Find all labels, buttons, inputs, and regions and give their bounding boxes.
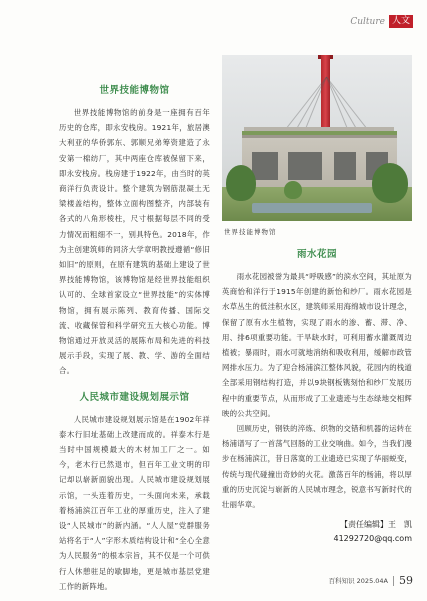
museum-photo xyxy=(222,55,412,221)
page-number: 59 xyxy=(399,574,413,587)
skills-museum-text: 世界技能博物馆的前身是一座拥有百年历史的仓库，即永安栈房。1921年，旅居澳大利亚的华侨郭东、郭顺兄弟筹资建造了永安第一棉纺厂，其中两座仓库被保留下来，即永安栈房。栈房建于1922年，由当时的英商洋行负责设计。整个建筑为钢筋混凝土无梁楼盖结构，整体立面构图整齐，内部装有各式的八角形棱柱，尺寸根据每层不同的受力情况而粗细不一，别具特色。2018年，作为主创建筑师的同济大学章明教授遵循“修旧如旧”的原则，在原有建筑的基础上建设了世界技能博物馆，该博物馆是经世界技能组织认可的、全球首家设立“世界技能”的实体博物馆，拥有展示陈列、教育传播、国际交流、收藏保管和科学研究五大核心功能。博物馆通过开放灵活的展陈布局和先进的科技展示手段，实现了展、教、学、游的全面结合。 xyxy=(59,108,210,376)
editor-email: 41292720@qq.com xyxy=(333,534,412,544)
section-title-planning-hall: 人民城市建设规划展示馆 xyxy=(79,391,190,403)
section-header xyxy=(350,15,413,28)
section-label-en: Culture xyxy=(350,16,385,27)
photo-caption: 世界技能博物馆 xyxy=(224,228,277,236)
magazine-issue: 百科知识 2025.04A xyxy=(328,577,388,585)
editor-credit xyxy=(222,518,412,546)
left-column xyxy=(59,82,210,594)
section-tag: 人文 xyxy=(389,15,413,28)
section-title-rain-garden: 雨水花园 xyxy=(296,249,337,260)
planning-hall-text: 人民城市建设规划展示馆是在1902年祥泰木行旧址基础上改建而成的。祥泰木行是当时中国规模最大的木材加工厂之一。如今，老木行已然退市，但百年工业文明的印记却以崭新面貌出现。人民城市建设规划展示馆，一头连着历史，一头面向未来，承载着杨浦滨江百年工业的厚重历史，注入了建设“人民城市”的新内涵。“人人屋”党群服务站将名于“人”字形木质结构设计和“全心全意为人民服务”的根本宗旨，其不仅是一个可供行人休憩驻足的歇脚地，更是城市基层党建工作的新阵地。 xyxy=(59,414,210,591)
rain-garden-text: 雨水花园被誉为最具“呼吸感”的滨水空间，其址原为英商怡和洋行于1915年创建的新怡和纱厂。雨水花园是水草丛生的低洼积水区，建筑师采用海绵城市设计理念，保留了原有水生植物，实现了雨水的渗、蓄、滞、净、用、排6项重要功能。干旱缺水时，可利用蓄水灌溉周边植被；暴雨时，雨水可就地消纳和吸收利用，缓解市政管网排水压力。为了迎合杨浦滨江整体风貌，花园内的栈道全部采用钢结构打造，并以9块钢板镌刻怡和纱厂发展历程中的重要节点，从而形成了工业遗迹与生态绿地交相辉映的公共空间。 xyxy=(222,272,412,418)
editor-name: 【责任编辑】王 凯 xyxy=(340,520,412,530)
closing-text: 回顾历史，钢铁的淬炼、织物的交错和机器的运转在杨浦谱写了一首荡气回肠的工业交响曲。如今，当我们漫步在杨浦滨江，昔日落寞的工业遗迹已实现了华丽蜕变，传统与现代碰撞出奇妙的火花。激荡百年的杨浦，将以厚重的历史沉淀与崭新的人民城市理念，锐意书写新时代的壮丽华章。 xyxy=(222,424,412,510)
page-footer xyxy=(329,574,413,587)
right-column xyxy=(222,55,412,546)
section-title-skills-museum: 世界技能博物馆 xyxy=(99,85,170,96)
